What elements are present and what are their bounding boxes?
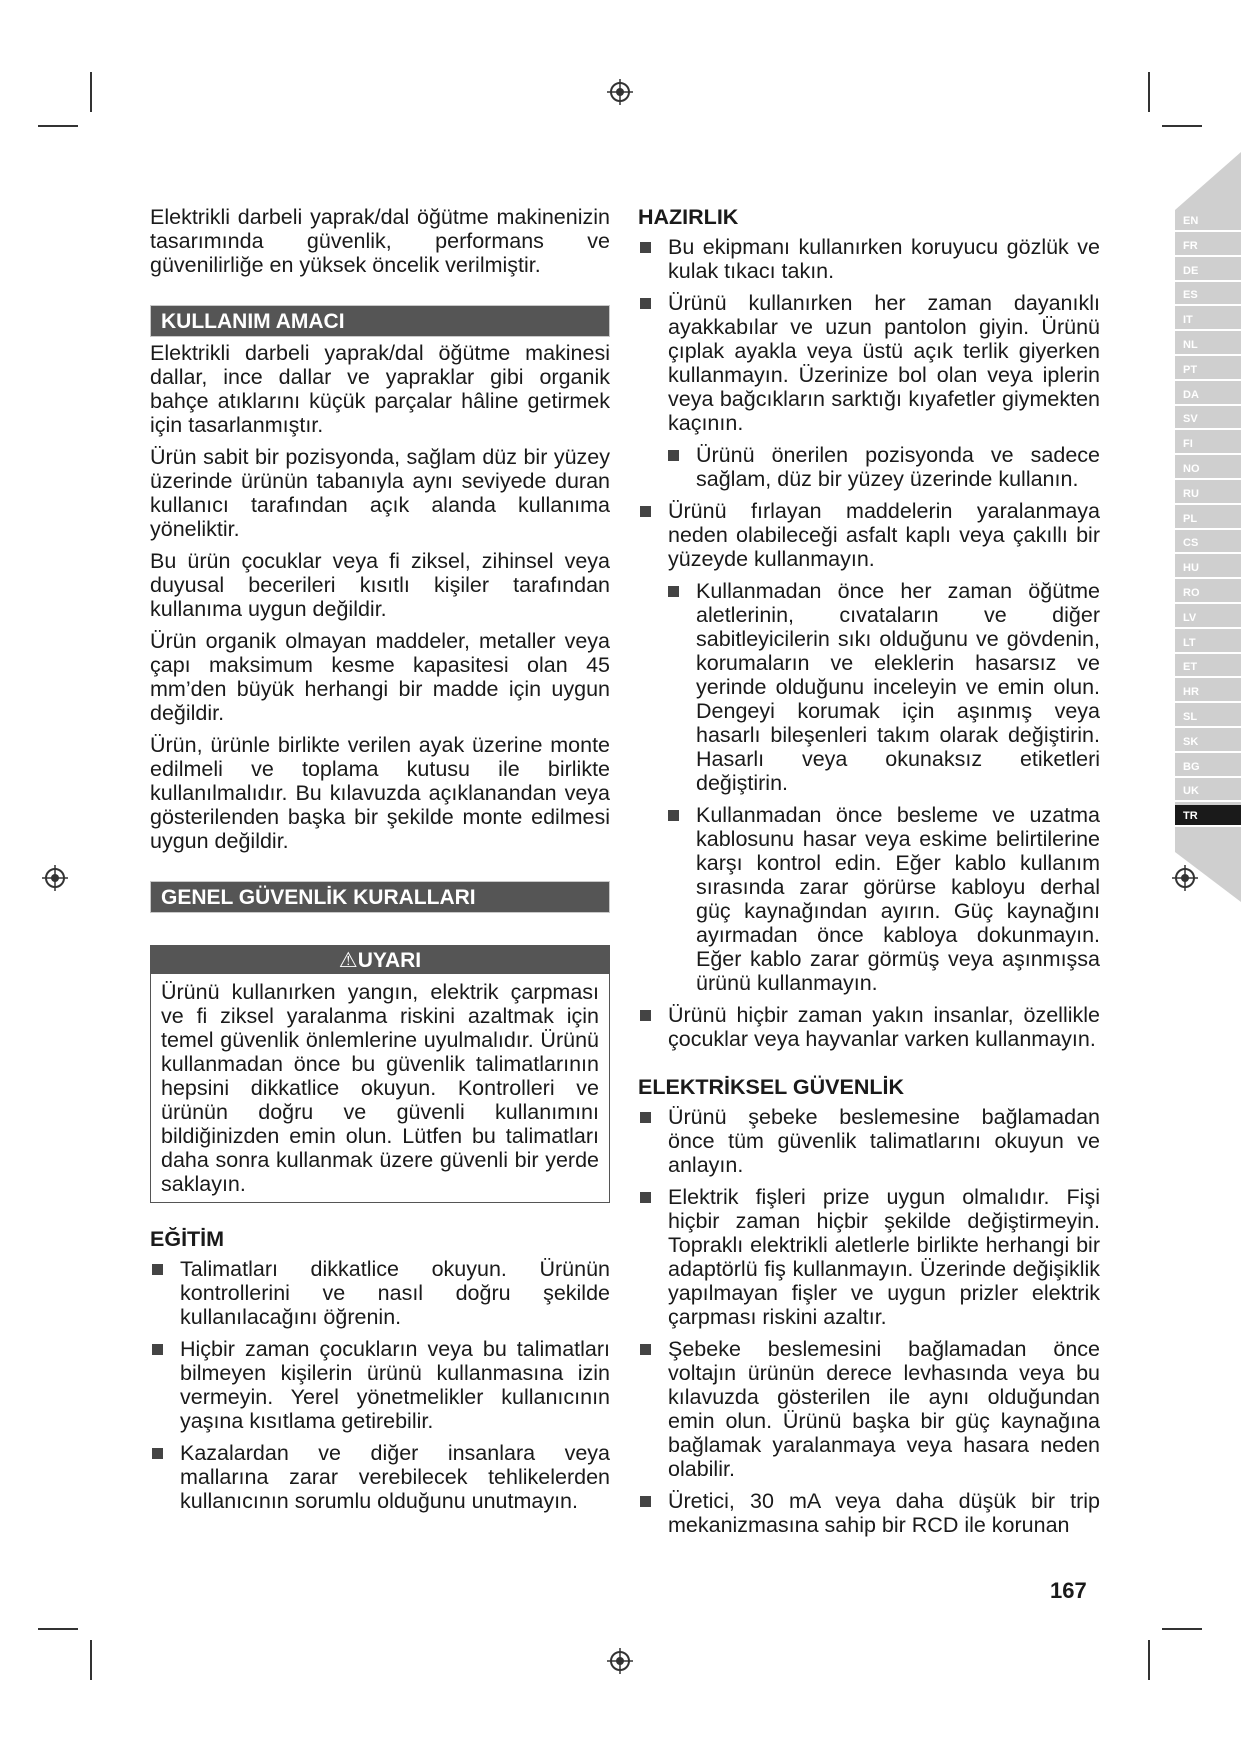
list-item [150,1337,610,1433]
usage-paragraph: Elektrikli darbeli yaprak/dal öğütme makinesi dallar, ince dallar ve yapraklar gibi organik bahçe atıklarını küçük parçalar hâline getirmek için tasarlanmıştır. [150,341,610,437]
square-bullet-icon [640,1192,651,1203]
square-bullet-icon [640,1496,651,1507]
list-item-text: Elektrik fişleri prize uygun olmalıdır. Fişi hiçbir zaman hiçbir şekilde değiştirmeyin. Topraklı elektrikli aletlerle birlikte herhangi bir adaptörlü fiş kullanmayın. Üzerinde değişiklik yapılmayan fişler ve uygun prizler elektrik çarpması riskini azaltır. [668,1185,1100,1329]
list-item [638,235,1100,283]
usage-paragraph: Bu ürün çocuklar veya fi ziksel, zihinsel veya duyusal becerileri kısıtlı kişiler tarafından kullanıma uygun değildir. [150,549,610,621]
preparation-list [638,235,1100,1051]
list-item-text: Kullanmadan önce besleme ve uzatma kablosunu hasar veya eskime belirtilerine karşı kontrol edin. Eğer kablo kullanım sırasında zarar görürse kabloyu derhal güç kaynağından ayırın. Güç kaynağını ayırmadan önce kabloya dokunmayın. Eğer kablo zarar görmüş veya aşınmışsa ürünü kullanmayın. [696,803,1100,995]
language-tab-cs: CS [1175,532,1241,554]
list-item-text: Ürünü önerilen pozisyonda ve sadece sağlam, düz bir yüzey üzerinde kullanın. [696,443,1100,491]
square-bullet-icon [152,1448,163,1459]
language-tab-et: ET [1175,656,1241,678]
crop-mark [1148,1640,1150,1680]
square-bullet-icon [668,810,679,821]
language-tab-de: DE [1175,260,1241,282]
crop-mark [1148,72,1150,112]
usage-paragraph: Ürün, ürünle birlikte verilen ayak üzerine monte edilmeli ve toplama kutusu ile birlikte kullanılmalıdır. Bu kılavuzda açıklanandan veya gösterilenden başka bir şekilde monte edilmesi uygun değildir. [150,733,610,853]
list-item-text: Ürünü hiçbir zaman yakın insanlar, özellikle çocuklar veya hayvanlar varken kullanmayın. [668,1003,1100,1051]
warning-header [151,946,609,974]
usage-section-header: KULLANIM AMACI [150,305,610,337]
list-item [150,1257,610,1329]
left-column [150,205,610,1521]
language-tab-tr: TR [1175,805,1241,827]
list-item-text: Kullanmadan önce her zaman öğütme aletlerinin, cıvataların ve diğer sabitleyicilerin sıkı olduğunu ve gövdenin, korumaların ve eleklerin hasarsız ve yerinde olduğunu inceleyin ve emin olun. Dengeyi korumak için aşınmış veya hasarlı bileşenleri takım olarak değiştirin. Hasarlı veya okunaksız etiketleri değiştirin. [696,579,1100,795]
language-tab-da: DA [1175,384,1241,406]
list-item [638,579,1100,795]
language-tab-pl: PL [1175,508,1241,530]
square-bullet-icon [668,586,679,597]
language-tab-it: IT [1175,309,1241,331]
list-item-text: Ürünü şebeke beslemesine bağlamadan önce tüm güvenlik talimatlarını okuyun ve anlayın. [668,1105,1100,1177]
square-bullet-icon [640,242,651,253]
square-bullet-icon [640,1344,651,1355]
usage-paragraph: Ürün organik olmayan maddeler, metaller veya çapı maksimum kesme kapasitesi olan 45 mm’den büyük herhangi bir madde için uygun değildir. [150,629,610,725]
list-item-text: Bu ekipmanı kullanırken koruyucu gözlük ve kulak tıkacı takın. [668,235,1100,283]
square-bullet-icon [668,450,679,461]
language-tab-hu: HU [1175,557,1241,579]
language-tab-hr: HR [1175,681,1241,703]
list-item-text: Kazalardan ve diğer insanlara veya mallarına zarar verebilecek tehlikelerden kullanıcının sorumlu olduğunu unutmayın. [180,1441,610,1513]
language-tab-ru: RU [1175,483,1241,505]
list-item [638,803,1100,995]
registration-mark-icon [607,79,633,105]
language-tab-en: EN [1175,210,1241,232]
language-tab-sl: SL [1175,706,1241,728]
list-item-text: Ürünü fırlayan maddelerin yaralanmaya neden olabileceği asfalt kaplı veya çakıllı bir yüzeyde kullanmayın. [668,499,1100,571]
intro-paragraph: Elektrikli darbeli yaprak/dal öğütme makinenizin tasarımında güvenlik, performans ve güvenilirliğe en yüksek öncelik verilmiştir. [150,205,610,277]
crop-mark [90,72,92,112]
warning-text: Ürünü kullanırken yangın, elektrik çarpması ve fi ziksel yaralanma riskini azaltmak için temel güvenlik önlemlerine uyulmalıdır. Ürünü kullanmadan önce bu güvenlik talimatlarının hepsini dikkatlice okuyun. Kontrolleri ve ürünün doğru ve güvenli kullanımını bildiğinizden emin olun. Lütfen bu talimatları daha sonra kullanmak üzere güvenli bir yerde saklayın. [161,980,599,1196]
list-item [638,1489,1100,1537]
warning-box [150,945,610,1203]
page-number: 167 [1050,1578,1087,1603]
electrical-safety-list [638,1105,1100,1537]
right-column [638,205,1100,1545]
language-tab-fr: FR [1175,235,1241,257]
language-tab-sk: SK [1175,731,1241,753]
language-tab-fi: FI [1175,433,1241,455]
registration-mark-icon [42,865,68,891]
training-list [150,1257,610,1513]
electrical-safety-heading: ELEKTRİKSEL GÜVENLİK [638,1075,904,1099]
list-item-text: Şebeke beslemesini bağlamadan önce voltajın ürünün derece levhasında veya bu kılavuzda gösterilen ile aynı olduğundan emin olun. Ürünü başka bir güç kaynağına bağlamak yaralanmaya veya hasara neden olabilir. [668,1337,1100,1481]
list-item [150,1441,610,1513]
list-item [638,499,1100,571]
language-tab-lv: LV [1175,607,1241,629]
language-tab-no: NO [1175,458,1241,480]
list-item-text: Ürünü kullanırken her zaman dayanıklı ayakkabılar ve uzun pantolon giyin. Ürünü çıplak ayakla veya üstü açık terlik giyerken kullanmayın. Üzerinize bol olan veya iplerin veya bağcıkların sarktığı kıyafetler giymekten kaçının. [668,291,1100,435]
list-item [638,1003,1100,1051]
warning-triangle-icon: ⚠ [338,949,358,972]
list-item-text: Üretici, 30 mA veya daha düşük bir trip mekanizmasına sahip bir RCD ile korunan [668,1489,1100,1537]
list-item [638,1105,1100,1177]
language-tab-nl: NL [1175,334,1241,356]
list-item [638,443,1100,491]
square-bullet-icon [152,1344,163,1355]
crop-mark [1162,125,1202,127]
square-bullet-icon [640,1112,651,1123]
crop-mark [1162,1628,1202,1630]
language-tab-lt: LT [1175,632,1241,654]
language-tab-strip [1175,152,1241,902]
warning-title: UYARI [357,949,422,972]
crop-mark [90,1640,92,1680]
language-tab-pt: PT [1175,359,1241,381]
square-bullet-icon [152,1264,163,1275]
usage-paragraphs [150,341,610,853]
safety-section-header: GENEL GÜVENLİK KURALLARI [150,881,610,913]
square-bullet-icon [640,298,651,309]
crop-mark [38,125,78,127]
preparation-heading: HAZIRLIK [638,205,739,229]
language-tab-sv: SV [1175,408,1241,430]
square-bullet-icon [640,506,651,517]
list-item [638,1337,1100,1481]
language-tab-ro: RO [1175,582,1241,604]
language-tab-uk: UK [1175,780,1241,802]
list-item [638,1185,1100,1329]
language-tab-bg: BG [1175,756,1241,778]
list-item-text: Hiçbir zaman çocukların veya bu talimatları bilmeyen kişilerin ürünü kullanmasına izin vermeyin. Yerel yönetmelikler kullanıcının yaşına kısıtlama getirebilir. [180,1337,610,1433]
language-tab-es: ES [1175,284,1241,306]
list-item-text: Talimatları dikkatlice okuyun. Ürünün kontrollerini ve nasıl doğru şekilde kullanılacağını öğrenin. [180,1257,610,1329]
registration-mark-icon [607,1648,633,1674]
list-item [638,291,1100,435]
usage-paragraph: Ürün sabit bir pozisyonda, sağlam düz bir yüzey üzerinde ürünün tabanıyla aynı seviyede duran kullanıcı tarafından açık alanda kullanıma yöneliktir. [150,445,610,541]
crop-mark [38,1628,78,1630]
training-heading: EĞİTİM [150,1227,225,1251]
square-bullet-icon [640,1010,651,1021]
